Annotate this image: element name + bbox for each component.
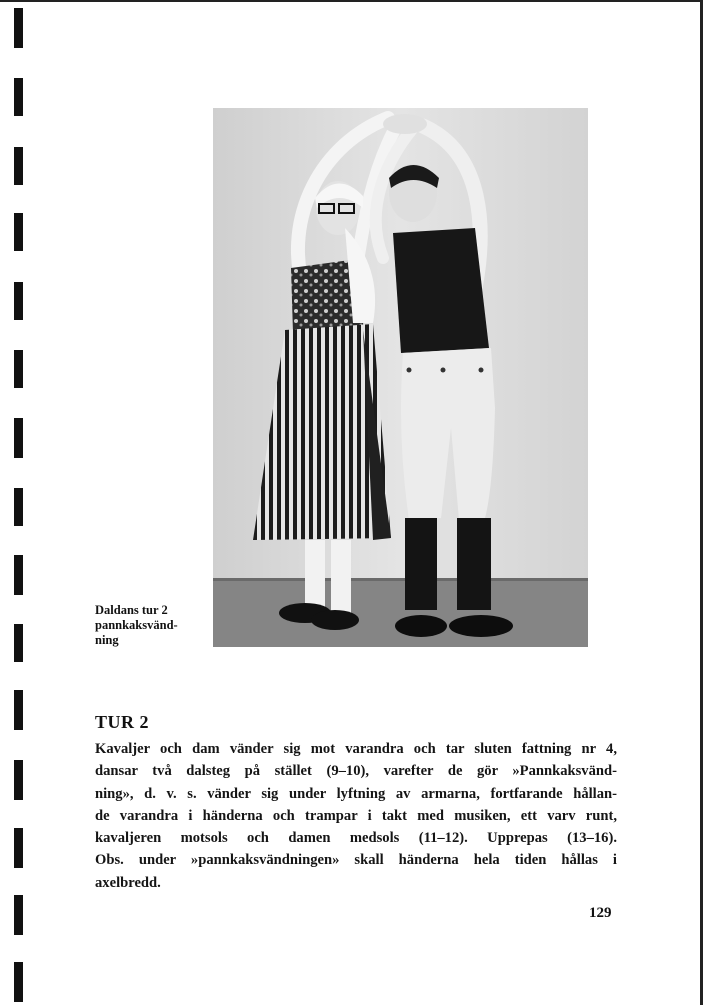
body-line: dansar två dalsteg på stället (9–10), varefter de gör »Pannkaksvänd- [95,763,617,780]
caption-line: pannkaksvänd- [95,618,178,632]
binding-mark [14,555,23,595]
binding-mark [14,418,23,458]
body-line: de varandra i händerna och trampar i takt med musiken, ett varv runt, [95,807,617,824]
caption-line: Daldans tur 2 [95,603,168,617]
body-line: Obs. under »pannkaksvändningen» skall händerna hela tiden hållas i [95,852,617,869]
binding-mark [14,624,23,662]
page-number: 129 [589,905,612,921]
binding-mark [14,147,23,185]
binding-mark [14,962,23,1002]
dance-photo [213,108,588,647]
binding-mark [14,828,23,868]
photo-caption [95,603,213,648]
body-line: ning», d. v. s. vänder sig under lyftning av armarna, fortfarande hållan- [95,785,617,802]
binding-mark [14,690,23,730]
body-line: Kavaljer och dam vänder sig mot varandra och tar sluten fattning nr 4, [95,741,617,757]
binding-mark [14,282,23,320]
body-line: axelbredd. [95,874,161,891]
binding-mark [14,78,23,116]
body-line: kavaljeren motsols och damen medsols (11–12). Upprepas (13–16). [95,830,617,847]
dance-photo-illustration [213,108,588,647]
section-heading: TUR 2 [95,712,150,732]
binding-mark [14,350,23,388]
binding-mark [14,895,23,935]
binding-mark [14,760,23,800]
section-body [95,738,617,894]
binding-mark [14,213,23,251]
binding-mark [14,8,23,48]
caption-line: ning [95,633,119,647]
binding-mark [14,488,23,526]
